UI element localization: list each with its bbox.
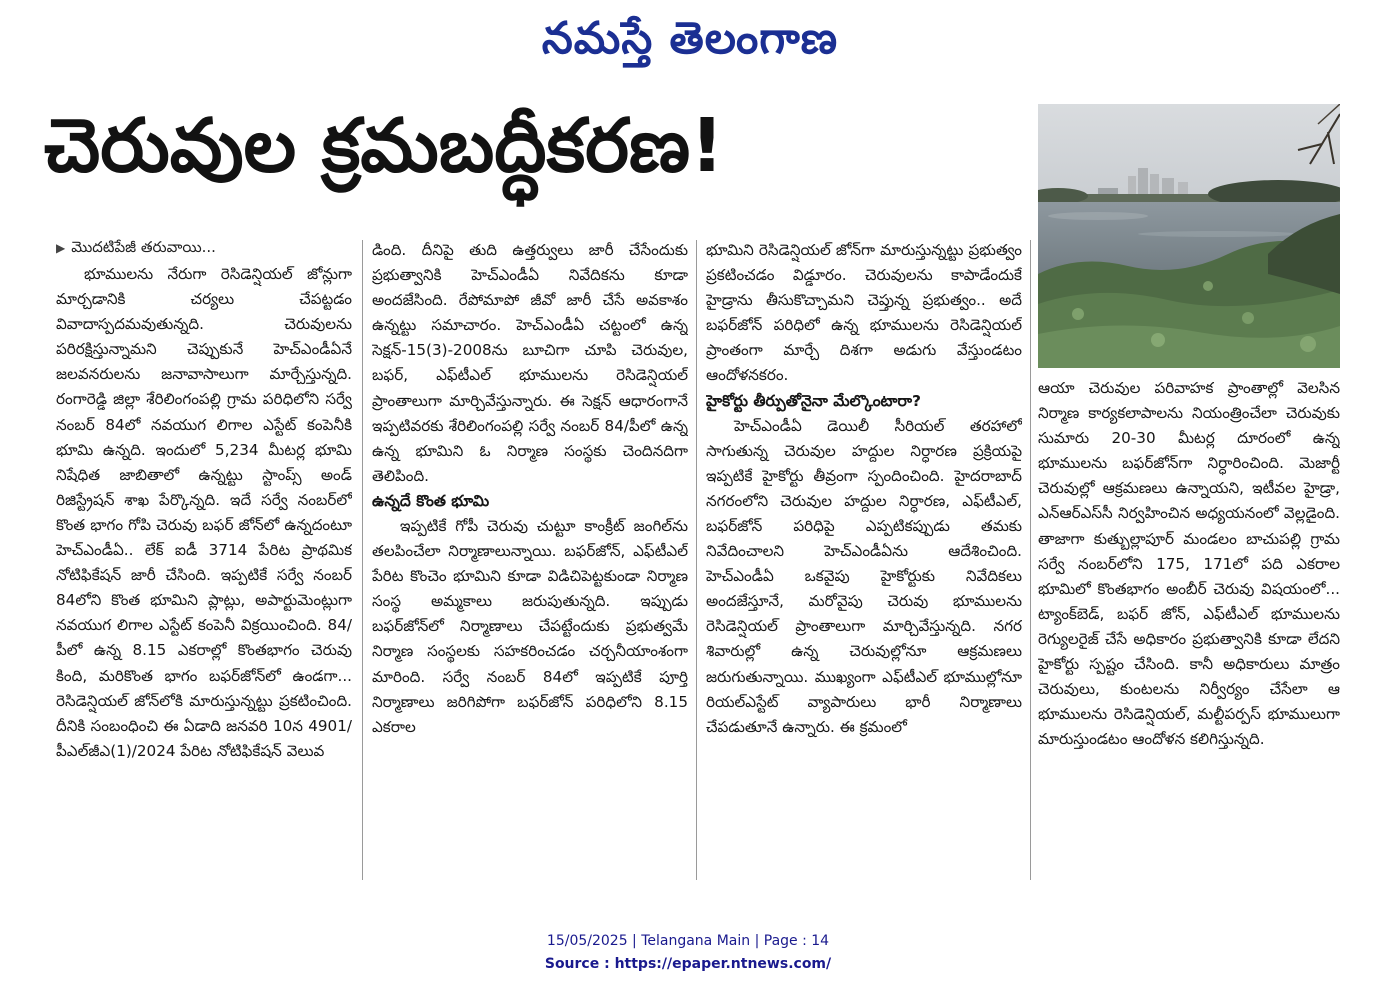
lake-photo: [1038, 104, 1340, 368]
article-paragraph: ఆయా చెరువుల పరివాహక ప్రాంతాల్లో వెలసిన నిర్మాణ కార్యకలాపాలను నియంత్రించేలా చెరువుకు సుమారు 20-30 మీటర్ల దూరంలో ఉన్న భూములను బఫర్‌జోన్‌గా నిర్ధారించింది. మెజార్టీ చెరువుల్లో ఆక్రమణలు ఉన్నాయని, ఇటీవల హైడ్రా, ఎన్‌ఆర్‌ఎస్‌సీ నిర్వహించిన అధ్యయనంలో వెల్లడైంది. తాజాగా కుత్బుల్లాపూర్ మండలం బాచుపల్లి గ్రామ సర్వే నంబర్‌లోని 175, 171లో పది ఎకరాల భూమిలో కొంతభాగం అంబీర్ చెరువు విషయంలో... ట్యాంక్‌బెడ్, బఫర్ జోన్, ఎఫ్‌టీఎల్ భూములను రెగ్యులరైజ్ చేసే అధికారం ప్రభుత్వానికి కూడా లేదని హైకోర్టు స్పష్టం చేసింది. కానీ అధికారులు మాత్రం చెరువులు, కుంటలను నిర్వీర్యం చేసేలా ఆ భూములను రెసిడెన్షియల్, మల్టీపర్పస్ భూములుగా మారుస్తుండటం ఆందోళన కలిగిస్తున్నది.: [1038, 379, 1340, 749]
section-subheading: ఉన్నదే కొంత భూమి: [372, 491, 490, 510]
source-link[interactable]: Source : https://epaper.ntnews.com/: [544, 956, 832, 972]
article-column-3: [706, 238, 1022, 882]
article-paragraph: ఇప్పటికే గోపీ చెరువు చుట్టూ కాంక్రీట్ జంగిల్‌ను తలపించేలా నిర్మాణాలున్నాయి. బఫర్‌జోన్, ఎఫ్‌టీఎల్ పేరిట కొంచెం భూమిని కూడా విడిచిపెట్టకుండా నిర్మాణ సంస్థ అమ్మకాలు జరుపుతున్నది. ఇప్పుడు బఫర్‌జోన్‌లో నిర్మాణాలు చేపట్టేందుకు ప్రభుత్వమే నిర్మాణ సంస్థలకు సహకరించడం చర్చనీయాంశంగా మారింది. సర్వే నంబర్ 84లో ఇప్పటికే పూర్తి నిర్మాణాలు జరిగిపోగా బఫర్‌జోన్ పరిధిలోని 8.15 ఎకరాల: [372, 516, 688, 736]
article-paragraph: భూములను నేరుగా రెసిడెన్షియల్ జోన్లుగా మార్చడానికి చర్యలు చేపట్టడం వివాదాస్పదమవుతున్నది. చెరువులను పరిరక్షిస్తున్నామని చెప్పుకునే హెచ్‌ఎండీఏనే జలవనరులను జనావాసాలుగా మార్చేస్తున్నది. రంగారెడ్డి జిల్లా శేరిలింగంపల్లి గ్రామ పరిధిలోని సర్వే నంబర్ 84లో నవయుగ లిగాల ఎస్టేట్ కంపెనీకి భూమి ఉన్నది. ఇందులో 5,234 మీటర్ల భూమి నిషేధిత జాబితాలో ఉన్నట్టు స్టాంప్స్ అండ్ రిజిస్ట్రేషన్ శాఖ పేర్కొన్నది. ఇదే సర్వే నంబర్‌లో కొంత భాగం గోపి చెరువు బఫర్ జోన్‌లో ఉన్నదంటూ హెచ్‌ఎండీఏ.. లేక్ ఐడీ 3714 పేరిట ప్రాథమిక నోటిఫికేషన్ జారీ చేసింది. ఇప్పటికే సర్వే నంబర్ 84లోని కొంత భూమిని ప్లాట్లు, అపార్టుమెంట్లుగా నవయుగ లిగాల ఎస్టేట్ కంపెనీ విక్రయించింది. 84/పీలో ఉన్న 8.15 ఎకరాల్లో కొంతభాగం చెరువు కింది, మరికొంత భాగం బఫర్‌జోన్‌లో ఉండగా... రెసిడెన్షియల్ జోన్‌లోకి మారుస్తున్నట్టు ప్రకటించింది. దీనికి సంబంధించి ఈ ఏడాది జనవరి 10న 4901/పీఎల్‌జీఎ(1)/2024 పేరిట నోటిఫికేషన్ వెలువ: [56, 265, 352, 760]
article-headline: చెరువుల క్రమబద్ధీకరణ!: [44, 103, 724, 189]
edition-info: 15/05/2025 | Telangana Main | Page : 14: [546, 933, 830, 949]
article-paragraph: డింది. దీనిపై తుది ఉత్తర్వులు జారీ చేసేందుకు ప్రభుత్వానికి హెచ్‌ఎండీఏ నివేదికను కూడా అందజేసింది. రేపోమాపో జీవో జారీ చేసే అవకాశం ఉన్నట్టు సమాచారం. హెచ్‌ఎండీఏ చట్టంలో ఉన్న సెక్షన్-15(3)-2008ను బూచిగా చూపి చెరువుల, బఫర్, ఎఫ్‌టీఎల్ భూములను రెసిడెన్షియల్ ప్రాంతాలుగా మార్చివేస్తున్నారు. ఈ సెక్షన్ ఆధారంగానే ఇప్పటివరకు శేరిలింగంపల్లి సర్వే నంబర్ 84/పీలో ఉన్న ఉన్న భూమిని ఓ నిర్మాణ సంస్థకు చెందినదిగా తెలిపింది.: [372, 241, 688, 485]
column-divider: [696, 240, 697, 880]
article-column-2: [372, 238, 688, 882]
article-column-1: [56, 262, 352, 882]
column-divider: [1030, 240, 1031, 880]
column-divider: [362, 240, 363, 880]
article-paragraph: భూమిని రెసిడెన్షియల్ జోన్‌గా మారుస్తున్నట్టు ప్రభుత్వం ప్రకటించడం విడ్డూరం. చెరువులను కాపాడేందుకే హైడ్రాను తీసుకొచ్చామని చెప్తున్న ప్రభుత్వం.. అదే బఫర్‌జోన్ పరిధిలో ఉన్న భూములను రెసిడెన్షియల్ ప్రాంతంగా మార్చే దిశగా అడుగు వేస్తుండటం ఆందోళనకరం.: [706, 241, 1022, 385]
continued-from-front-page: [56, 236, 216, 259]
chevron-right-icon: ▶: [56, 241, 66, 255]
article-column-4: [1038, 376, 1340, 882]
section-subheading: హైకోర్టు తీర్పుతోనైనా మేల్కొంటారా?: [706, 391, 922, 410]
newspaper-masthead: నమస్తే తెలంగాణ: [541, 13, 839, 64]
article-paragraph: హెచ్‌ఎండీఏ డెయిలీ సీరియల్ తరహాలో సాగుతున్న చెరువుల హద్దుల నిర్ధారణ ప్రక్రియపై ఇప్పటికే హైకోర్టు తీవ్రంగా స్పందించింది. హైదరాబాద్ నగరంలోని చెరువుల హద్దుల నిర్ధారణ, ఎఫ్‌టీఎల్, బఫర్‌జోన్ పరిధిపై ఎప్పటికప్పుడు తమకు నివేదించాలని హెచ్‌ఎండీఏను ఆదేశించింది. హెచ్‌ఎండీఏ ఒకవైపు హైకోర్టుకు నివేదికలు అందజేస్తూనే, మరోవైపు చెరువు భూములను రెసిడెన్షియల్ ప్రాంతాలుగా మార్చివేస్తున్నది. నగర శివారుల్లో ఉన్న చెరువుల్లోనూ ఆక్రమణలు జరుగుతున్నాయి. ముఖ్యంగా ఎఫ్‌టీఎల్ భూముల్లోనూ రియల్‌ఎస్టేట్ వ్యాపారులు భారీ నిర్మాణాలు చేపడుతూనే ఉన్నారు. ఈ క్రమంలో: [706, 416, 1022, 736]
kicker-text: మొదటిపేజీ తరువాయి...: [71, 238, 216, 256]
